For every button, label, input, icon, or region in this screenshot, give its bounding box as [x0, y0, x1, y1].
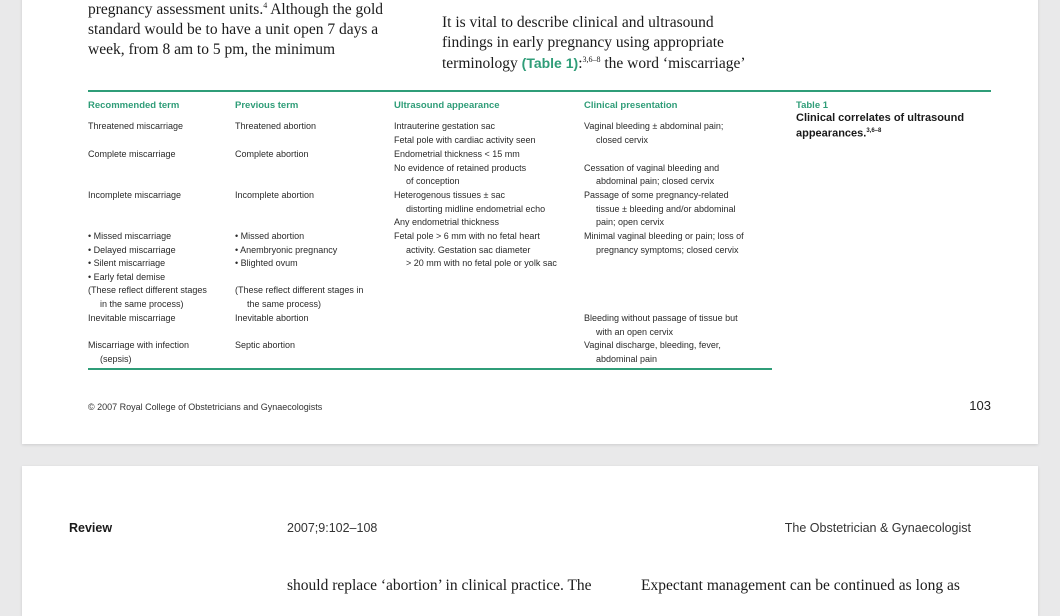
- body-line: terminology (Table 1):$^{3,6-8}$ the word ‘miscarriage’: [442, 54, 746, 72]
- page-number: 103: [969, 398, 991, 413]
- body-text-right-column: [442, 13, 772, 74]
- cell-recommended: • Missed miscarriage • Delayed miscarriage • Silent miscarriage • Early fetal demise (These reflect different stages in the same process): [88, 231, 207, 309]
- column-header-clinical: Clinical presentation: [584, 100, 678, 111]
- cell-previous: Complete abortion: [235, 149, 309, 159]
- cell-recommended: Miscarriage with infection (sepsis): [88, 340, 190, 364]
- cell-clinical: Bleeding without passage of tissue but with an open cervix: [584, 313, 738, 337]
- cell-previous: • Missed abortion • Anembryonic pregnancy • Blighted ovum (These reflect different stages in the same process): [235, 231, 364, 309]
- cell-recommended: Incomplete miscarriage: [88, 190, 182, 200]
- cell-ultrasound: Endometrial thickness < 15 mm No evidence of retained products of conception: [394, 149, 527, 187]
- column-header-ultrasound: Ultrasound appearance: [394, 100, 500, 111]
- cell-clinical: Vaginal discharge, bleeding, fever, abdominal pain: [584, 340, 721, 364]
- column-header-previous: Previous term: [235, 100, 299, 111]
- body-line: should replace ‘abortion’ in clinical practice. The: [287, 577, 592, 594]
- cell-ultrasound: Fetal pole > 6 mm with no fetal heart activity. Gestation sac diameter > 20 mm with no fetal pole or yolk sac: [394, 231, 557, 269]
- table-reference-link[interactable]: (Table 1): [521, 55, 579, 71]
- table-top-rule: [88, 90, 991, 92]
- body-line: Expectant management can be continued as long as: [641, 577, 960, 594]
- table-caption: Clinical correlates of ultrasound appearances.$^{3,6-8}$: [796, 112, 965, 140]
- column-header-recommended: Recommended term: [88, 100, 180, 111]
- body-line: findings in early pregnancy using appropriate: [442, 34, 724, 51]
- body-text-left-column: [88, 0, 408, 60]
- copyright-footer: © 2007 Royal College of Obstetricians and Gynaecologists: [88, 402, 323, 412]
- body-line: week, from 8 am to 5 pm, the minimum: [88, 41, 336, 58]
- cell-recommended: Inevitable miscarriage: [88, 313, 176, 323]
- table-bottom-rule: [88, 368, 772, 370]
- cell-clinical: Vaginal bleeding ± abdominal pain; closed cervix: [584, 121, 724, 145]
- document-page-103: [22, 0, 1038, 444]
- cell-previous: Incomplete abortion: [235, 190, 315, 200]
- cell-previous: Septic abortion: [235, 340, 296, 350]
- running-head-section: Review: [69, 521, 113, 535]
- cell-ultrasound: Heterogenous tissues ± sac distorting midline endometrial echo Any endometrial thickness: [394, 190, 546, 228]
- body-text-left-column: [287, 576, 592, 596]
- cell-ultrasound: Intrauterine gestation sac Fetal pole with cardiac activity seen: [394, 121, 536, 145]
- body-line: standard would be to have a unit open 7 days a: [88, 21, 379, 38]
- table-label: Table 1: [796, 100, 829, 111]
- running-head-journal: The Obstetrician & Gynaecologist: [784, 521, 971, 535]
- cell-previous: Inevitable abortion: [235, 313, 309, 323]
- running-head-citation: 2007;9:102–108: [287, 521, 378, 535]
- cell-clinical: Passage of some pregnancy-related tissue ± bleeding and/or abdominal pain; open cervix: [584, 190, 736, 228]
- body-line: It is vital to describe clinical and ultrasound: [442, 14, 714, 31]
- body-line: pregnancy assessment units.$^4$ Although the gold: [88, 0, 384, 18]
- cell-clinical: Cessation of vaginal bleeding and abdominal pain; closed cervix: [584, 162, 720, 187]
- cell-recommended: Complete miscarriage: [88, 149, 176, 159]
- cell-previous: Threatened abortion: [235, 121, 317, 131]
- body-text-right-column: [641, 576, 960, 596]
- cell-clinical: Minimal vaginal bleeding or pain; loss of pregnancy symptoms; closed cervix: [584, 231, 744, 255]
- cell-recommended: Threatened miscarriage: [88, 121, 184, 131]
- document-page-next: [22, 466, 1038, 616]
